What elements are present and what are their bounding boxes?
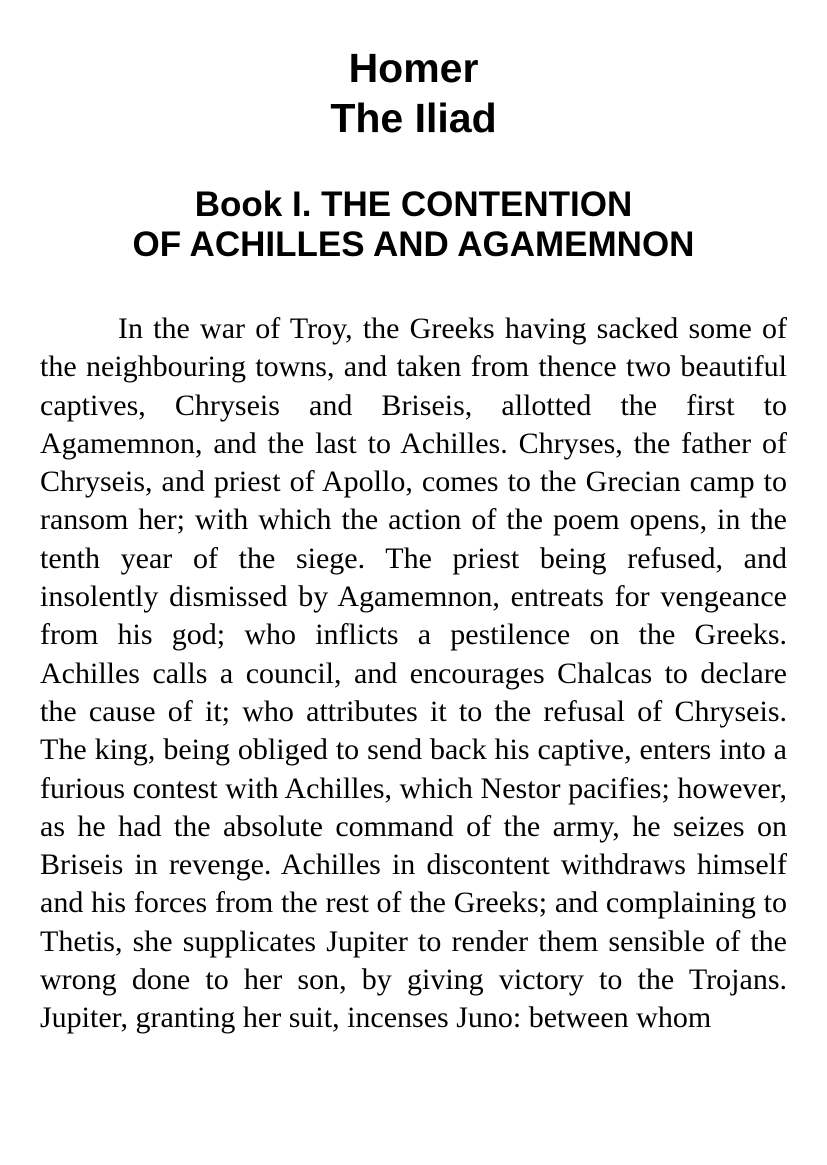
- author-name: Homer: [348, 45, 479, 91]
- chapter-heading-line-2: OF ACHILLES AND AGAMEMNON: [132, 225, 695, 264]
- work-title: The Iliad: [330, 95, 497, 141]
- chapter-heading-line-1: Book I. THE CONTENTION: [194, 185, 633, 224]
- title-block: [40, 43, 787, 143]
- body-paragraph: In the war of Troy, the Greeks having sacked some of the neighbouring towns, and taken from thence two beautiful captives, Chryseis and Briseis, allotted the first to Agamemnon, and the last to Achilles. Chryses, the father of Chryseis, and priest of Apollo, comes to the Grecian camp to ransom her; with which the action of the poem opens, in the tenth year of the siege. The priest being refused, and insolently dismissed by Agamemnon, entreats for vengeance from his god; who inflicts a pestilence on the Greeks. Achilles calls a council, and encourages Chalcas to declare the cause of it; who attributes it to the refusal of Chryseis. The king, being obliged to send back his captive, enters into a furious contest with Achilles, which Nestor pacifies; however, as he had the absolute command of the army, he seizes on Briseis in revenge. Achilles in discontent withdraws himself and his forces from the rest of the Greeks; and complaining to Thetis, she supplicates Jupiter to render them sensible of the wrong done to her son, by giving victory to the Trojans. Jupiter, granting her suit, incenses Juno: between whom: [40, 312, 787, 1035]
- chapter-heading: [40, 185, 787, 265]
- document-page: [40, 0, 787, 1068]
